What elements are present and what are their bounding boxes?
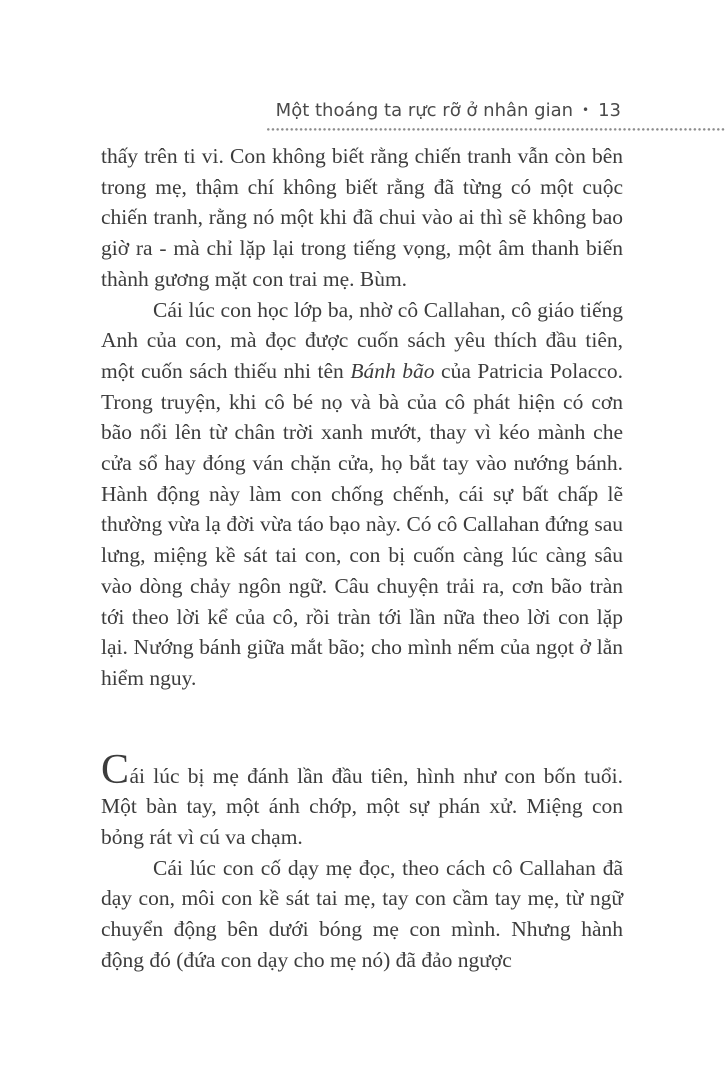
raised-initial-cap: C bbox=[101, 746, 130, 793]
page-body bbox=[101, 141, 623, 976]
dotted-rule bbox=[267, 128, 725, 131]
paragraph-callahan bbox=[101, 295, 623, 694]
book-title-italic: Bánh bão bbox=[350, 358, 435, 383]
paragraph-teaching-mother: Cái lúc con cố dạy mẹ đọc, theo cách cô Callahan đã dạy con, môi con kề sát tai mẹ, tay con cầm tay mẹ, từ ngữ chuyển động bên dưới bóng mẹ con mình. Nhưng hành động đó (đứa con dạy cho mẹ nó) đã đảo ngược bbox=[101, 855, 623, 972]
running-title: Một thoáng ta rực rỡ ở nhân gian bbox=[275, 100, 574, 121]
paragraph-segment: của Patricia Polacco. Trong truyện, khi cô bé nọ và bà của cô phát hiện có cơn bão nổi lên từ chân trời xanh mướt, thay vì kéo mành che cửa sổ hay đóng ván chặn cửa, họ bắt tay vào nướng bánh. Hành động này làm con chống chếnh, cái sự bất chấp lẽ thường vừa lạ đời vừa táo bạo này. Có cô Callahan đứng sau lưng, miệng kề sát tai con, con bị cuốn càng lúc càng sâu vào dòng chảy ngôn ngữ. Câu chuyện trải ra, cơn bão tràn tới theo lời kể của cô, rồi tràn tới lần nữa theo lời con lặp lại. Nướng bánh giữa mắt bão; cho mình nếm của ngọt ở lằn hiểm nguy. bbox=[101, 358, 624, 690]
page-number: 13 bbox=[598, 100, 621, 121]
paragraph-segment: Cái lúc con học lớp ba, nhờ cô Callahan, cô giáo tiếng Anh của con, mà đọc được cuốn sách yêu thích đầu tiên, một cuốn sách thiếu nhi tên bbox=[101, 297, 623, 383]
bullet-separator-icon: • bbox=[582, 103, 590, 117]
section-opening-paragraph bbox=[101, 746, 623, 853]
paragraph-continuation: thấy trên ti vi. Con không biết rằng chiến tranh vẫn còn bên trong mẹ, thậm chí không biết rằng đã từng có một cuộc chiến tranh, rằng nó một khi đã chui vào ai thì sẽ không bao giờ ra - mà chỉ lặp lại trong tiếng vọng, một âm thanh biến thành gương mặt con trai mẹ. Bùm. bbox=[101, 144, 623, 291]
paragraph-segment: ái lúc bị mẹ đánh lần đầu tiên, hình như con bốn tuổi. Một bàn tay, một ánh chớp, một sự phán xử. Miệng con bỏng rát vì cú va chạm. bbox=[101, 763, 623, 850]
running-header bbox=[267, 99, 621, 122]
